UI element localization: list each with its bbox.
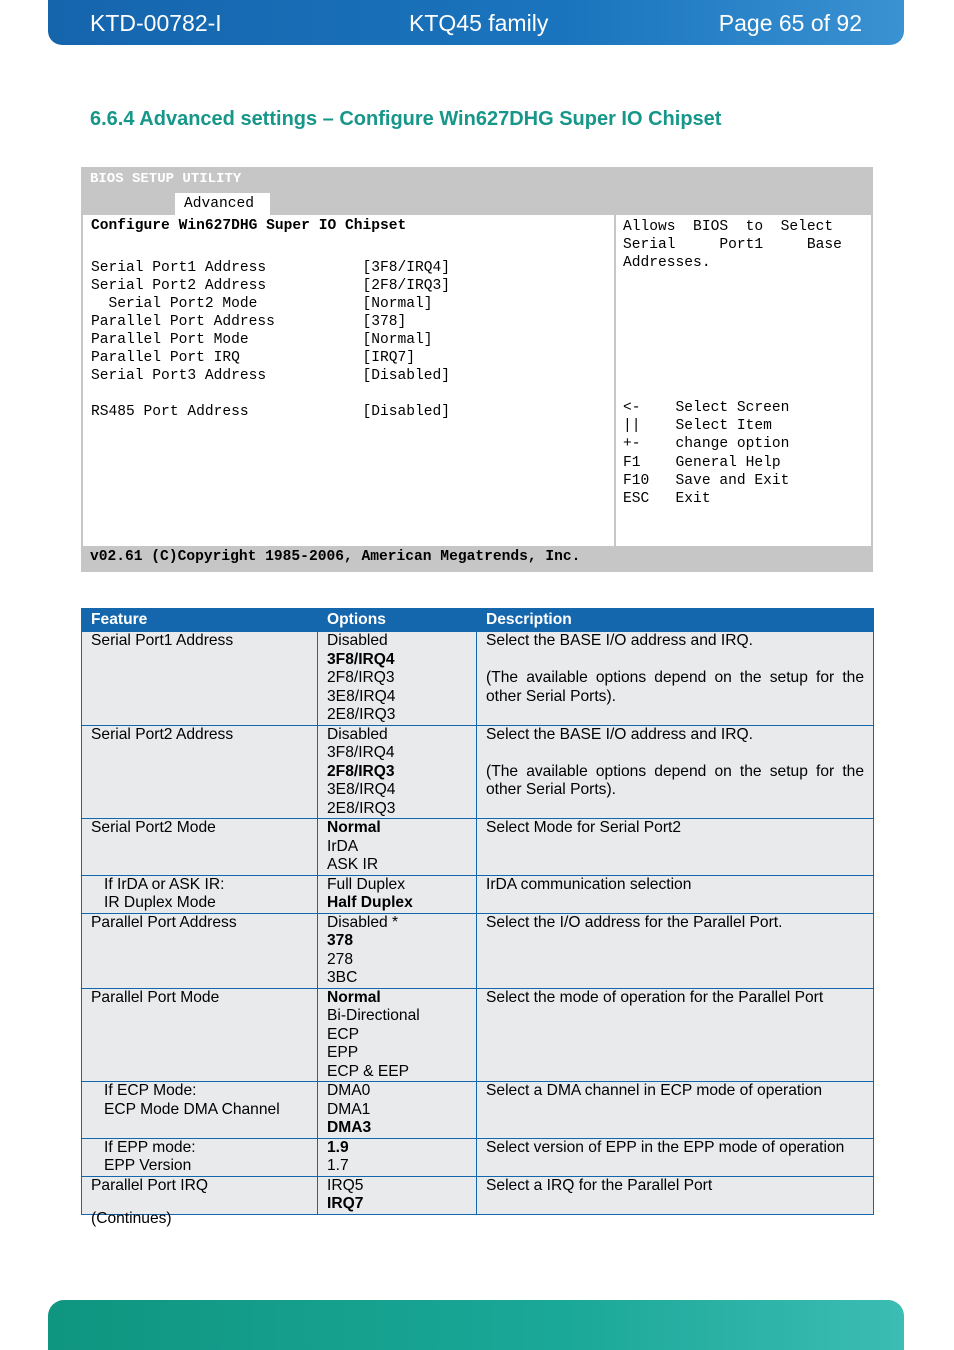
option-default: Normal	[327, 819, 381, 836]
table-row	[82, 1176, 874, 1214]
description-text: Select Mode for Serial Port2	[486, 819, 682, 836]
option-value: DMA1	[327, 1100, 371, 1118]
option-value: DMA0	[327, 1082, 371, 1099]
feature-cell	[82, 1082, 318, 1139]
feature-name: EPP Version	[104, 1157, 192, 1174]
bios-option-rs485[interactable]: RS485 Port Address [Disabled]	[91, 404, 451, 420]
description-text: Select a DMA channel in ECP mode of operation	[486, 1082, 823, 1099]
description-cell	[477, 875, 874, 913]
description-text: Select the I/O address for the Parallel Port.	[486, 913, 783, 931]
options-cell	[318, 875, 477, 913]
bios-key-help: F1 General Help	[623, 455, 781, 471]
options-cell	[318, 725, 477, 819]
options-cell	[318, 988, 477, 1082]
bios-key-help: <- Select Screen	[623, 400, 790, 416]
paragraph-gap	[486, 651, 864, 670]
feature-cell	[82, 913, 318, 988]
description-cell	[477, 725, 874, 819]
bios-option-serial-port2[interactable]: Serial Port2 Address [2F8/IRQ3]	[91, 278, 451, 294]
option-value: IrDA	[327, 837, 359, 855]
bios-key-help: +- change option	[623, 436, 790, 452]
feature-cell	[82, 988, 318, 1082]
description-cell	[477, 1176, 874, 1214]
table-row	[82, 1082, 874, 1139]
description-text: (The available options depend on the setup for the other Serial Ports).	[486, 669, 864, 705]
bios-option-parallel-mode[interactable]: Parallel Port Mode [Normal]	[91, 332, 433, 348]
bios-key-help: || Select Item	[623, 418, 772, 434]
table-row	[82, 725, 874, 819]
description-cell	[477, 913, 874, 988]
bios-help-line: Allows BIOS to Select	[623, 219, 834, 235]
bios-menu-heading: Configure Win627DHG Super IO Chipset	[91, 218, 407, 234]
option-value: 3E8/IRQ4	[327, 687, 396, 705]
option-value: 3BC	[327, 969, 358, 986]
column-header-feature: Feature	[82, 609, 318, 632]
bios-help-line: Addresses.	[623, 255, 711, 271]
options-cell	[318, 913, 477, 988]
feature-cell	[82, 632, 318, 726]
option-value: ECP	[327, 1025, 360, 1043]
description-cell	[477, 632, 874, 726]
bios-option-parallel-address[interactable]: Parallel Port Address [378]	[91, 314, 407, 330]
description-text: IrDA communication selection	[486, 875, 692, 893]
options-cell	[318, 819, 477, 876]
column-header-description: Description	[477, 609, 874, 632]
bios-screenshot	[81, 167, 873, 572]
feature-table	[81, 608, 874, 1215]
feature-name: Parallel Port Mode	[91, 988, 220, 1006]
table-row	[82, 819, 874, 876]
bios-option-serial-port3[interactable]: Serial Port3 Address [Disabled]	[91, 368, 451, 384]
section-title: 6.6.4 Advanced settings – Configure Win627DHG Super IO Chipset	[90, 108, 722, 130]
option-value: ASK IR	[327, 856, 379, 873]
feature-name: Serial Port2 Mode	[91, 819, 216, 836]
feature-cell	[82, 1176, 318, 1214]
option-value: 2E8/IRQ3	[327, 706, 396, 723]
table-row	[82, 1138, 874, 1176]
option-value: Disabled	[327, 632, 388, 649]
bios-option-serial-port2-mode[interactable]: Serial Port2 Mode [Normal]	[91, 296, 433, 312]
table-row	[82, 913, 874, 988]
feature-name: IR Duplex Mode	[104, 894, 216, 911]
table-row	[82, 632, 874, 726]
description-text: (The available options depend on the setup for the other Serial Ports).	[486, 762, 864, 798]
product-family: KTQ45 family	[409, 10, 549, 36]
bios-main-panel	[83, 215, 614, 546]
page-footer-bar	[48, 1300, 904, 1350]
feature-name: Parallel Port Address	[91, 913, 237, 931]
column-header-options: Options	[318, 609, 477, 632]
option-value: 278	[327, 950, 354, 968]
bios-option-serial-port1[interactable]: Serial Port1 Address [3F8/IRQ4]	[91, 260, 451, 276]
description-cell	[477, 1082, 874, 1139]
option-value: Full Duplex	[327, 875, 405, 893]
table-row	[82, 875, 874, 913]
option-value: 2E8/IRQ3	[327, 799, 396, 817]
description-text: Select the BASE I/O address and IRQ.	[486, 725, 753, 743]
feature-name: If EPP mode:	[104, 1138, 196, 1156]
document-id: KTD-00782-I	[90, 10, 222, 36]
feature-name: ECP Mode DMA Channel	[104, 1100, 280, 1118]
option-default: 2F8/IRQ3	[327, 762, 395, 780]
feature-name: Serial Port2 Address	[91, 725, 234, 743]
option-default: IRQ7	[327, 1195, 364, 1212]
bios-copyright: v02.61 (C)Copyright 1985-2006, American Megatrends, Inc.	[90, 549, 581, 565]
bios-key-help: F10 Save and Exit	[623, 473, 790, 489]
option-value: 3F8/IRQ4	[327, 744, 395, 761]
description-text: Select the mode of operation for the Parallel Port	[486, 988, 824, 1006]
option-value: Disabled *	[327, 913, 399, 931]
description-text: Select a IRQ for the Parallel Port	[486, 1176, 713, 1194]
option-default: 3F8/IRQ4	[327, 650, 395, 668]
feature-cell	[82, 1138, 318, 1176]
bios-help-panel	[616, 215, 871, 546]
options-cell	[318, 1082, 477, 1139]
feature-name: Serial Port1 Address	[91, 632, 234, 649]
option-value: 2F8/IRQ3	[327, 669, 395, 686]
option-default: DMA3	[327, 1119, 372, 1136]
option-default: 1.9	[327, 1138, 349, 1156]
feature-cell	[82, 725, 318, 819]
table-row	[82, 988, 874, 1082]
feature-name: If ECP Mode:	[104, 1082, 197, 1099]
option-default: 378	[327, 932, 354, 949]
option-value: ECP & EEP	[327, 1062, 410, 1080]
option-value: 1.7	[327, 1157, 349, 1174]
feature-cell	[82, 875, 318, 913]
description-text: Select version of EPP in the EPP mode of operation	[486, 1138, 845, 1156]
option-default: Normal	[327, 988, 381, 1006]
options-cell	[318, 1138, 477, 1176]
description-cell	[477, 1138, 874, 1176]
description-cell	[477, 988, 874, 1082]
tab-advanced[interactable]: Advanced	[175, 193, 270, 215]
option-value: EPP	[327, 1044, 359, 1061]
table-header-row	[82, 609, 874, 632]
option-value: Disabled	[327, 725, 388, 743]
options-cell	[318, 1176, 477, 1214]
page-number: Page 65 of 92	[718, 10, 862, 36]
bios-option-parallel-irq[interactable]: Parallel Port IRQ [IRQ7]	[91, 350, 416, 366]
bios-title: BIOS SETUP UTILITY	[90, 171, 242, 187]
bios-key-help: ESC Exit	[623, 491, 711, 507]
description-text: Select the BASE I/O address and IRQ.	[486, 632, 753, 649]
options-cell	[318, 632, 477, 726]
option-value: 3E8/IRQ4	[327, 781, 396, 798]
option-value: Bi-Directional	[327, 1007, 420, 1024]
feature-name: If IrDA or ASK IR:	[104, 875, 225, 893]
option-value: IRQ5	[327, 1176, 364, 1194]
paragraph-gap	[486, 744, 864, 763]
bios-help-line: Serial Port1 Base	[623, 237, 842, 253]
feature-cell	[82, 819, 318, 876]
option-default: Half Duplex	[327, 894, 413, 911]
continues-note: (Continues)	[91, 1210, 172, 1227]
description-cell	[477, 819, 874, 876]
page-header	[48, 0, 904, 45]
feature-name: Parallel Port IRQ	[91, 1176, 208, 1194]
